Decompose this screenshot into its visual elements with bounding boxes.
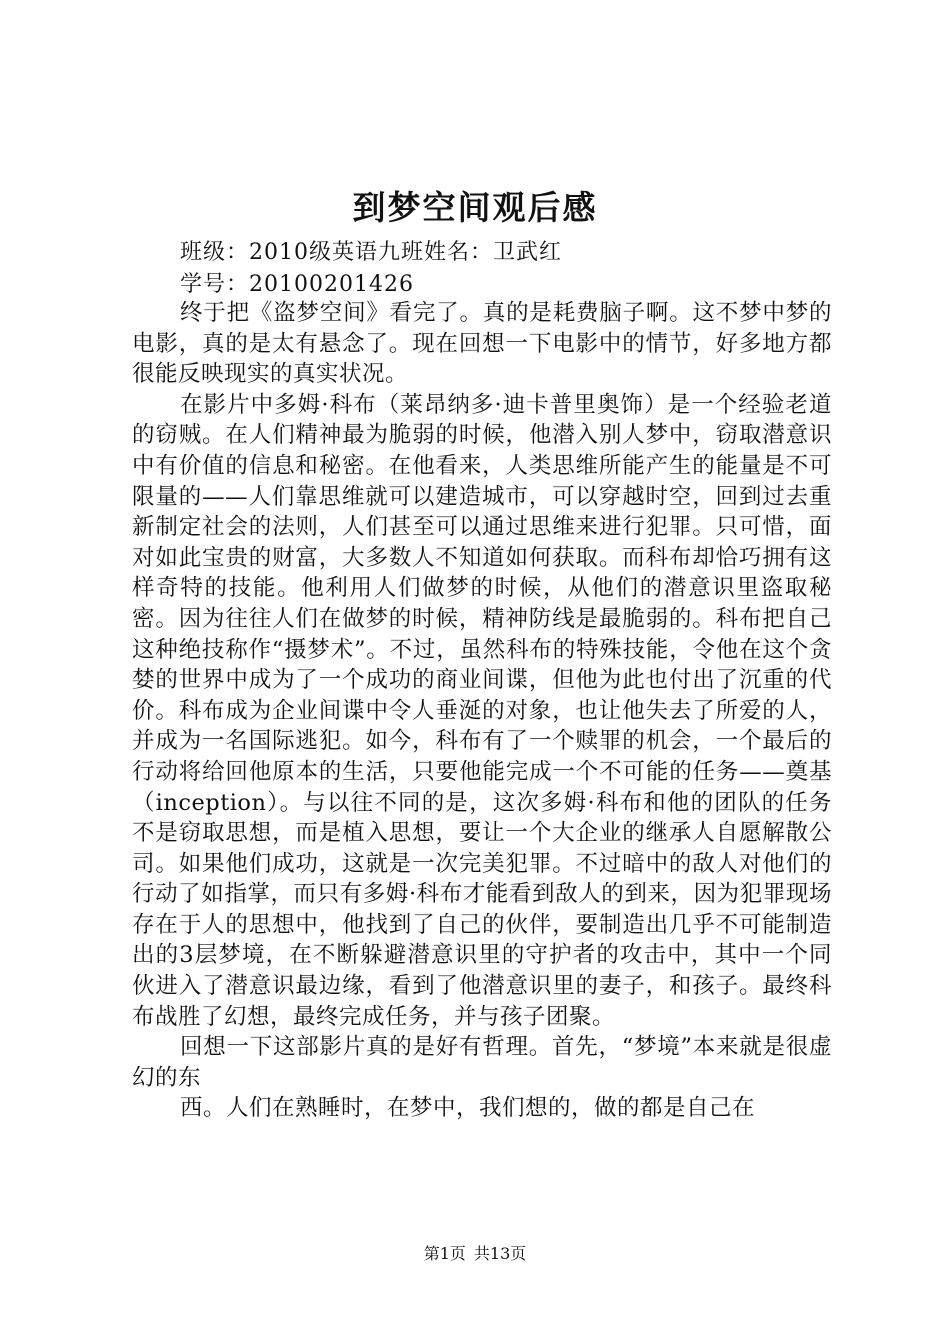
- class-name-line: 班级：2010级英语九班姓名：卫武红: [180, 240, 562, 265]
- paragraph: 在影片中多姆·科布（莱昂纳多·迪卡普里奥饰）是一个经验老道的窃贼。在人们精神最为脆弱的时候，他潜入别人梦中，窃取潜意识中有价值的信息和秘密。在他看来，人类思维所能产生的能量是不可限量的——人们靠思维就可以建造城市，可以穿越时空，回到过去重新制定社会的法则，人们甚至可以通过思维来进行犯罪。只可惜，面对如此宝贵的财富，大多数人不知道如何获取。而科布却恰巧拥有这样奇特的技能。他利用人们做梦的时候，从他们的潜意识里盗取秘密。因为往往人们在做梦的时候，精神防线是最脆弱的。科布把自己这种绝技称作“摄梦术”。不过，虽然科布的特殊技能，令他在这个贪婪的世界中成为了一个成功的商业间谍，但他为此也付出了沉重的代价。科布成为企业间谍中令人垂涎的对象，也让他失去了所爱的人，并成为一名国际逃犯。如今，科布有了一个赎罪的机会，一个最后的行动将给回他原本的生活，只要他能完成一个不可能的任务——奠基（inception）。与以往不同的是，这次多姆·科布和他的团队的任务不是窃取思想，而是植入思想，要让一个大企业的继承人自愿解散公司。如果他们成功，这就是一次完美犯罪。不过暗中的敌人对他们的行动了如指掌，而只有多姆·科布才能看到敌人的到来，因为犯罪现场存在于人的思想中，他找到了自己的伙伴，要制造出几乎不可能制造出的3层梦境，在不断躲避潜意识里的守护者的攻击中，其中一个同伙进入了潜意识最边缘，看到了他潜意识里的妻子，和孩子。最终科布战胜了幻想，最终完成任务，并与孩子团聚。: [132, 391, 832, 1030]
- paragraph: 西。人们在熟睡时，在梦中，我们想的，做的都是自己在: [180, 1095, 756, 1122]
- page-footer: [0, 1244, 950, 1264]
- paragraph: 回想一下这部影片真的是好有哲理。首先，“梦境”本来就是很虚幻的东: [132, 1034, 832, 1091]
- page-title: 到梦空间观后感: [352, 188, 598, 227]
- page-number: 第1页: [423, 1244, 466, 1263]
- article-body: [132, 298, 832, 1124]
- student-id-line: 学号：20100201426: [180, 272, 414, 297]
- page-total: 共13页: [473, 1244, 527, 1263]
- paragraph: 终于把《盗梦空间》看完了。真的是耗费脑子啊。这不梦中梦的电影，真的是太有悬念了。现在回想一下电影中的情节，好多地方都很能反映现实的真实状况。: [132, 300, 832, 388]
